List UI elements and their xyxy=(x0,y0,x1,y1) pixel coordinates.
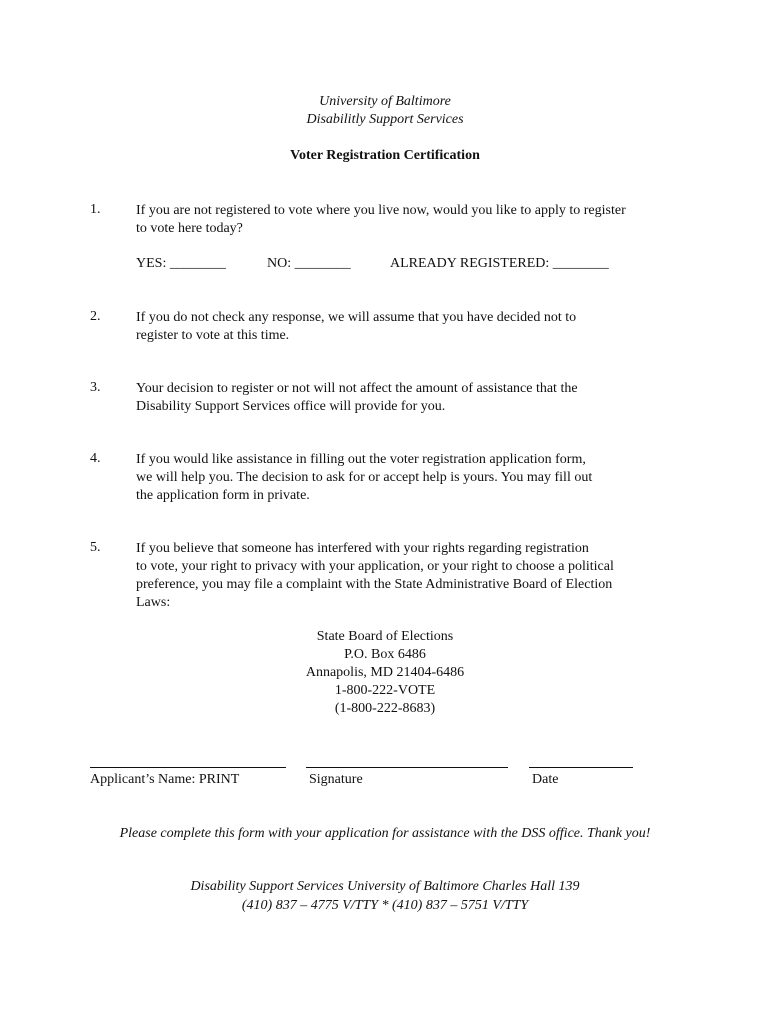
option-already-registered[interactable]: ALREADY REGISTERED: ________ xyxy=(390,256,609,271)
item-1-line-2: to vote here today? xyxy=(136,221,243,236)
applicant-name-line[interactable] xyxy=(90,767,286,768)
item-5-line-2: to vote, your right to privacy with your application, or your right to choose a political xyxy=(136,559,614,574)
applicant-name-label: Applicant’s Name: PRINT xyxy=(90,772,240,787)
date-label: Date xyxy=(532,772,559,787)
date-line[interactable] xyxy=(529,767,633,768)
item-3-line-2: Disability Support Services office will provide for you. xyxy=(136,399,446,414)
institution-name: University of Baltimore xyxy=(319,94,451,109)
address-city: Annapolis, MD 21404-6486 xyxy=(305,665,465,680)
item-number-5: 5. xyxy=(90,540,101,555)
signature-label: Signature xyxy=(309,772,363,787)
item-number-4: 4. xyxy=(90,451,101,466)
form-title: Voter Registration Certification xyxy=(290,148,480,163)
item-number-1: 1. xyxy=(90,202,101,217)
item-5-line-3: preference, you may file a complaint with the State Administrative Board of Election xyxy=(136,577,613,592)
item-3-line-1: Your decision to register or not will not affect the amount of assistance that the xyxy=(136,381,578,396)
address-phone-word: 1-800-222-VOTE xyxy=(334,683,436,698)
item-text-4 xyxy=(136,451,696,505)
item-4-line-2: we will help you. The decision to ask for or accept help is yours. You may fill out xyxy=(136,470,593,485)
item-2-line-1: If you do not check any response, we will assume that you have decided not to xyxy=(136,310,577,325)
address-name: State Board of Elections xyxy=(316,629,454,644)
item-2-line-2: register to vote at this time. xyxy=(136,328,290,343)
item-5-line-1: If you believe that someone has interfered with your rights regarding registration xyxy=(136,541,589,556)
address-phone-number: (1-800-222-8683) xyxy=(334,701,436,716)
item-4-line-1: If you would like assistance in filling out the voter registration application form, xyxy=(136,452,586,467)
footer-line-2: (410) 837 – 4775 V/TTY * (410) 837 – 5751 V/TTY xyxy=(241,898,529,913)
option-yes[interactable]: YES: ________ xyxy=(136,256,226,271)
option-no[interactable]: NO: ________ xyxy=(267,256,351,271)
item-text-3 xyxy=(136,380,696,416)
signature-line[interactable] xyxy=(306,767,508,768)
item-5-line-4: Laws: xyxy=(136,595,171,610)
item-text-5 xyxy=(136,540,696,612)
address-po-box: P.O. Box 6486 xyxy=(344,647,426,662)
closing-note: Please complete this form with your application for assistance with the DSS office. Thank you! xyxy=(119,826,651,841)
footer-line-1: Disability Support Services University of Baltimore Charles Hall 139 xyxy=(190,879,580,894)
item-1-line-1: If you are not registered to vote where you live now, would you like to apply to register xyxy=(136,203,626,218)
item-number-2: 2. xyxy=(90,309,101,324)
item-number-3: 3. xyxy=(90,380,101,395)
item-text-2 xyxy=(136,309,696,345)
item-4-line-3: the application form in private. xyxy=(136,488,310,503)
item-text-1 xyxy=(136,202,696,238)
department-name: Disabilitly Support Services xyxy=(306,112,464,127)
